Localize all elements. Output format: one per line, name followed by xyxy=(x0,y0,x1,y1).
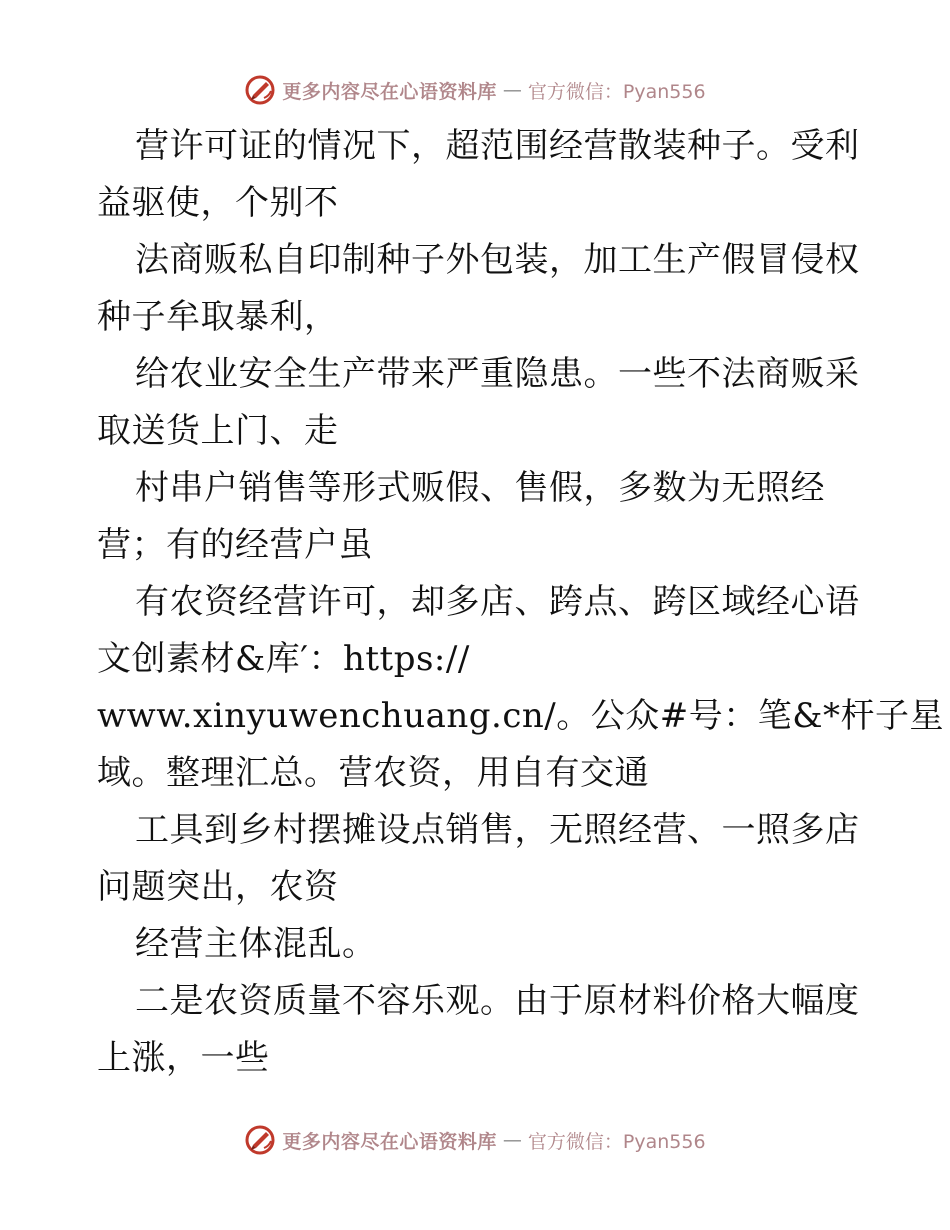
text-line: 法商贩私自印制种子外包装，加工生产假冒侵权 xyxy=(135,240,860,280)
text-line: 益驱使，个别不 xyxy=(97,183,339,223)
text-line: 有农资经营许可，却多店、跨点、跨区域经心语 xyxy=(135,582,860,622)
footer-contact-text: 官方微信：Pyan556 xyxy=(527,1130,706,1153)
brand-logo-icon xyxy=(244,74,276,106)
text-line: 工具到乡村摆摊设点销售，无照经营、一照多店 xyxy=(135,810,860,850)
text-line: 村串户销售等形式贩假、售假，多数为无照经 xyxy=(135,468,825,508)
header-contact-text: 官方微信：Pyan556 xyxy=(527,80,706,103)
text-line: 经营主体混乱。 xyxy=(135,924,377,964)
brand-logo-icon xyxy=(244,1124,276,1156)
text-line: 文创素材&库′：https:// xyxy=(97,639,470,679)
text-line: 上涨，一些 xyxy=(97,1038,270,1078)
header-banner-dash: — xyxy=(502,79,522,101)
text-line: 营；有的经营户虽 xyxy=(97,525,373,565)
header-banner xyxy=(0,70,950,110)
text-line: 域。整理汇总。营农资，用自有交通 xyxy=(97,753,649,793)
footer-banner xyxy=(0,1120,950,1160)
text-line-url: www.xinyuwenchuang.cn/。公众#号：笔&*杆子星 xyxy=(97,696,944,736)
text-line: 问题突出，农资 xyxy=(97,867,339,907)
footer-banner-text: 更多内容尽在心语资料库 xyxy=(282,1130,497,1153)
text-line: 二是农资质量不容乐观。由于原材料价格大幅度 xyxy=(135,981,860,1021)
text-line: 营许可证的情况下，超范围经营散装种子。受利 xyxy=(135,126,860,166)
footer-banner-dash: — xyxy=(502,1129,522,1151)
body-text xyxy=(97,118,944,1087)
text-line: 给农业安全生产带来严重隐患。一些不法商贩采 xyxy=(135,354,860,394)
text-line: 取送货上门、走 xyxy=(97,411,339,451)
text-line: 种子牟取暴利， xyxy=(97,297,339,337)
header-banner-text: 更多内容尽在心语资料库 xyxy=(282,80,497,103)
